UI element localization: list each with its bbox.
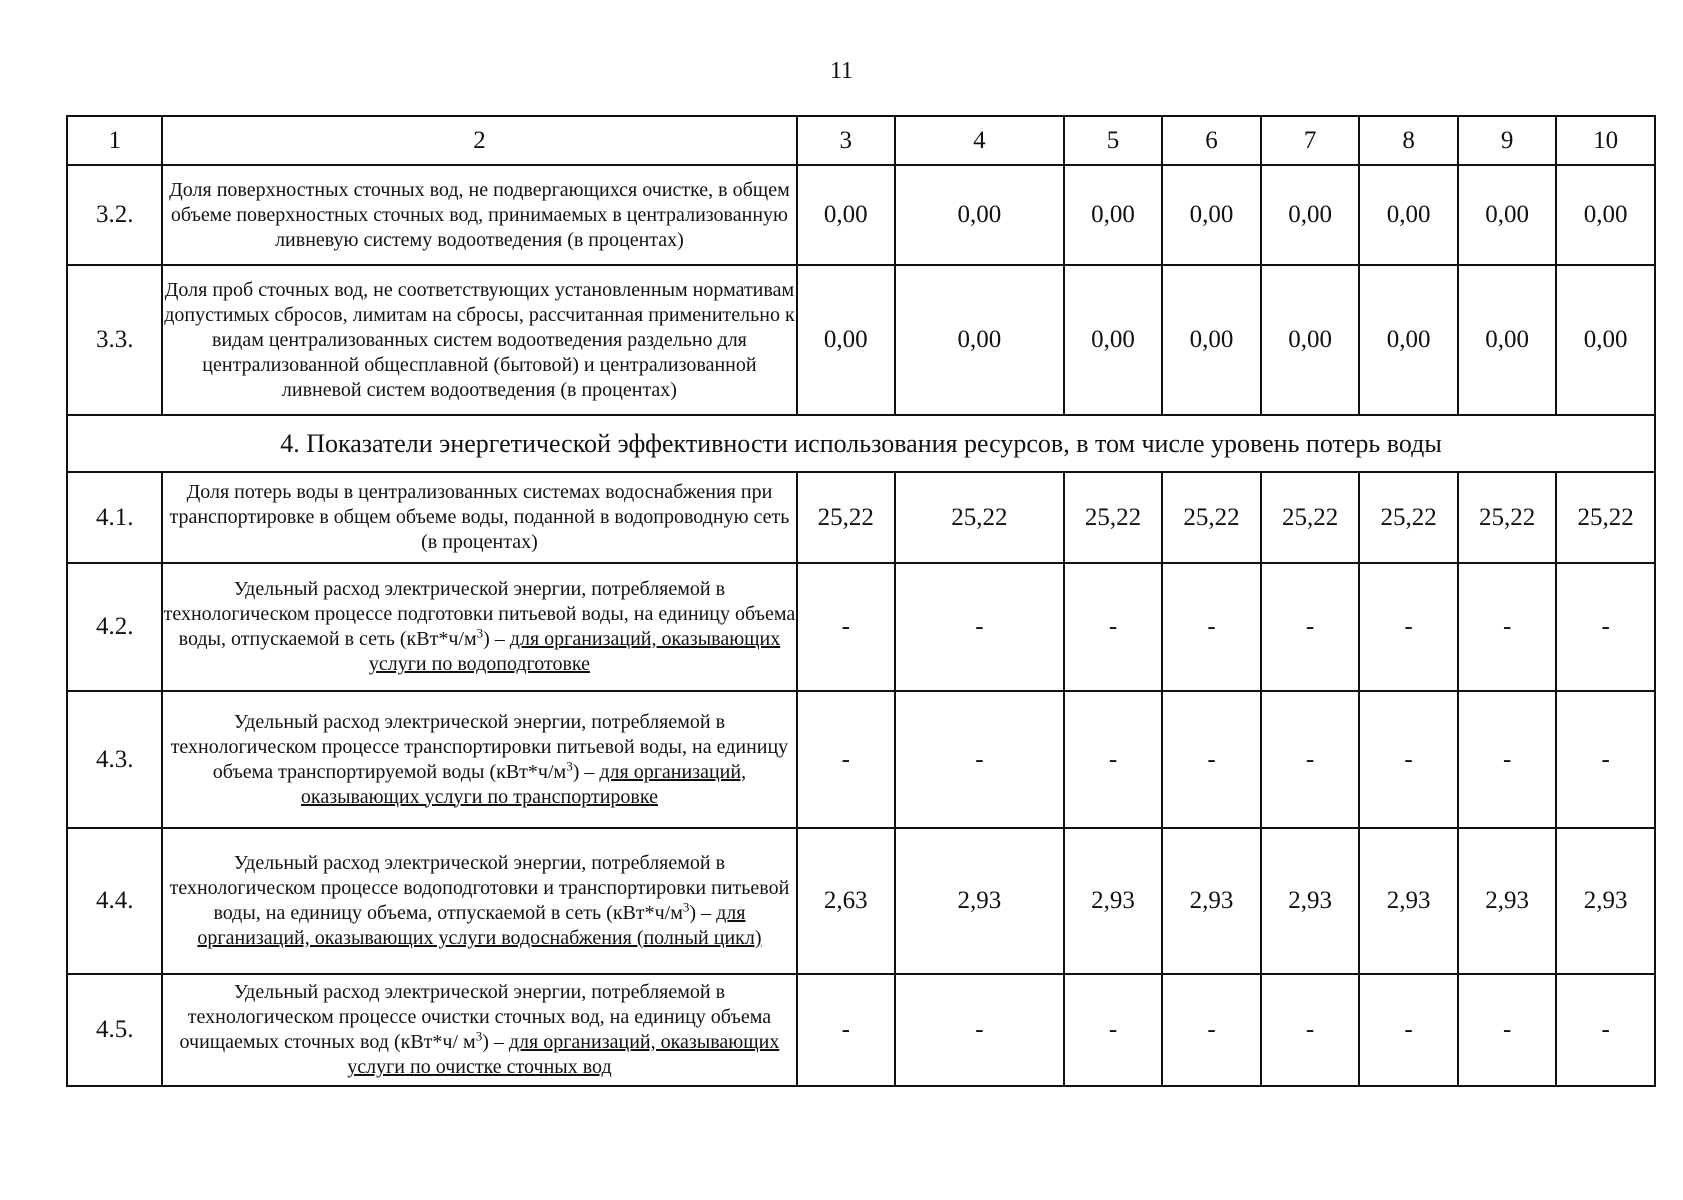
page-number: 11 [829,58,854,84]
row-text-tail: ) – [572,760,600,783]
value-cell: 0,00 [1556,265,1655,415]
row-description: Доля поверхностных сточных вод, не подвергающихся очистке, в общем объеме поверхностных сточных вод, принимаемых в централизованную ливневую систему водоотведения (в процентах) [162,165,796,265]
row-number: 4.5. [67,974,162,1086]
value-cell: - [797,563,896,691]
table-row [67,974,1655,1086]
value-cell: - [1359,563,1458,691]
row-description [162,563,796,691]
value-cell: - [1458,974,1557,1086]
value-cell: - [797,691,896,828]
header-cell: 1 [67,116,162,165]
value-cell: 2,93 [1359,828,1458,974]
superscript: 3 [475,1028,483,1044]
row-text-tail: ) – [483,628,510,650]
row-number: 4.1. [67,472,162,563]
value-cell: 0,00 [1458,165,1557,265]
row-underlined-text: для организаций, оказывающих услуги по очистке сточных вод [347,1031,780,1078]
header-cell: 8 [1359,116,1458,165]
value-cell: 0,00 [1261,165,1360,265]
value-cell: - [1458,563,1557,691]
value-cell: 0,00 [895,165,1064,265]
value-cell: - [1162,691,1261,828]
row-text: Удельный расход электрической энергии, потребляемой в технологическом процессе водоподготовки и транспортировки питьевой воды, на единицу объема, отпускаемой в сеть (кВт*ч/м [169,852,790,924]
row-number: 3.3. [67,265,162,415]
value-cell: - [1064,691,1163,828]
value-cell: - [1556,691,1655,828]
value-cell: - [895,563,1064,691]
value-cell: - [1556,974,1655,1086]
value-cell: 0,00 [797,165,896,265]
header-cell: 3 [797,116,896,165]
value-cell: 0,00 [1162,165,1261,265]
value-cell: 2,93 [895,828,1064,974]
row-text: Удельный расход электрической энергии, потребляемой в технологическом процессе очистки сточных вод, на единицу объема очищаемых сточных вод (кВт*ч/ м [179,981,772,1053]
value-cell: 0,00 [1064,265,1163,415]
table-row [67,165,1655,265]
value-cell: 0,00 [1359,265,1458,415]
value-cell: 0,00 [895,265,1064,415]
value-cell: - [895,691,1064,828]
value-cell: 25,22 [1162,472,1261,563]
value-cell: - [1261,691,1360,828]
row-description: Доля потерь воды в централизованных системах водоснабжения при транспортировке в общем объеме воды, поданной в водопроводную сеть (в процентах) [162,472,796,563]
value-cell: 25,22 [797,472,896,563]
row-text-tail: ) – [482,1031,509,1053]
value-cell: 2,93 [1064,828,1163,974]
table-row [67,265,1655,415]
row-text: Удельный расход электрической энергии, потребляемой в технологическом процессе транспортировки питьевой воды, на единицу объема транспортируемой воды (кВт*ч/м [170,710,789,783]
row-text-tail: ) – [689,902,717,924]
value-cell: 25,22 [1458,472,1557,563]
value-cell: 25,22 [1556,472,1655,563]
value-cell: 0,00 [797,265,896,415]
header-cell: 5 [1064,116,1163,165]
value-cell: 2,93 [1162,828,1261,974]
value-cell: 25,22 [1064,472,1163,563]
row-underlined-text: для организаций, оказывающих услуги водоснабжения (полный цикл) [197,902,762,949]
value-cell: 2,93 [1556,828,1655,974]
value-cell: - [1261,974,1360,1086]
value-cell: 0,00 [1359,165,1458,265]
value-cell: 25,22 [1261,472,1360,563]
row-text: Удельный расход электрической энергии, потребляемой в технологическом процессе подготовки питьевой воды, на единицу объема воды, отпускаемой в сеть (кВт*ч/м [163,578,796,650]
table-row [67,691,1655,828]
table-row [67,472,1655,563]
header-cell: 7 [1261,116,1360,165]
header-cell: 4 [895,116,1064,165]
row-description [162,974,796,1086]
header-cell: 9 [1458,116,1557,165]
row-description [162,691,796,828]
indicators-table [66,115,1656,1087]
value-cell: - [1359,691,1458,828]
row-description: Доля проб сточных вод, не соответствующих установленным нормативам допустимых сбросов, лимитам на сбросы, рассчитанная применительно к видам централизованных систем водоотведения раздельно для централизованной общесплавной (бытовой) и централизованной ливневой систем водоотведения (в процентах) [162,265,796,415]
row-number: 4.2. [67,563,162,691]
value-cell: - [1064,563,1163,691]
value-cell: - [797,974,896,1086]
header-cell: 6 [1162,116,1261,165]
value-cell: 25,22 [895,472,1064,563]
value-cell: 0,00 [1556,165,1655,265]
header-row [67,116,1655,165]
row-description [162,828,796,974]
row-number: 4.3. [67,691,162,828]
header-cell: 10 [1556,116,1655,165]
header-cell: 2 [162,116,796,165]
value-cell: 0,00 [1261,265,1360,415]
table-row [67,563,1655,691]
value-cell: 2,63 [797,828,896,974]
value-cell: 25,22 [1359,472,1458,563]
value-cell: 2,93 [1261,828,1360,974]
section-row [67,415,1655,472]
row-number: 4.4. [67,828,162,974]
value-cell: - [895,974,1064,1086]
table-row [67,828,1655,974]
value-cell: - [1261,563,1360,691]
value-cell: - [1359,974,1458,1086]
value-cell: - [1162,974,1261,1086]
value-cell: - [1458,691,1557,828]
value-cell: - [1162,563,1261,691]
superscript: 3 [566,757,573,773]
superscript: 3 [476,625,484,641]
row-underlined-text: для организаций, оказывающих услуги по водоподготовке [368,628,781,675]
row-underlined-text: для организаций, оказывающих услуги по транспортировке [300,760,747,808]
value-cell: 0,00 [1458,265,1557,415]
value-cell: - [1556,563,1655,691]
value-cell: 0,00 [1064,165,1163,265]
value-cell: - [1064,974,1163,1086]
value-cell: 0,00 [1162,265,1261,415]
section-title: 4. Показатели энергетической эффективности использования ресурсов, в том числе уровень потерь воды [67,415,1655,472]
value-cell: 2,93 [1458,828,1557,974]
row-number: 3.2. [67,165,162,265]
superscript: 3 [682,899,690,915]
